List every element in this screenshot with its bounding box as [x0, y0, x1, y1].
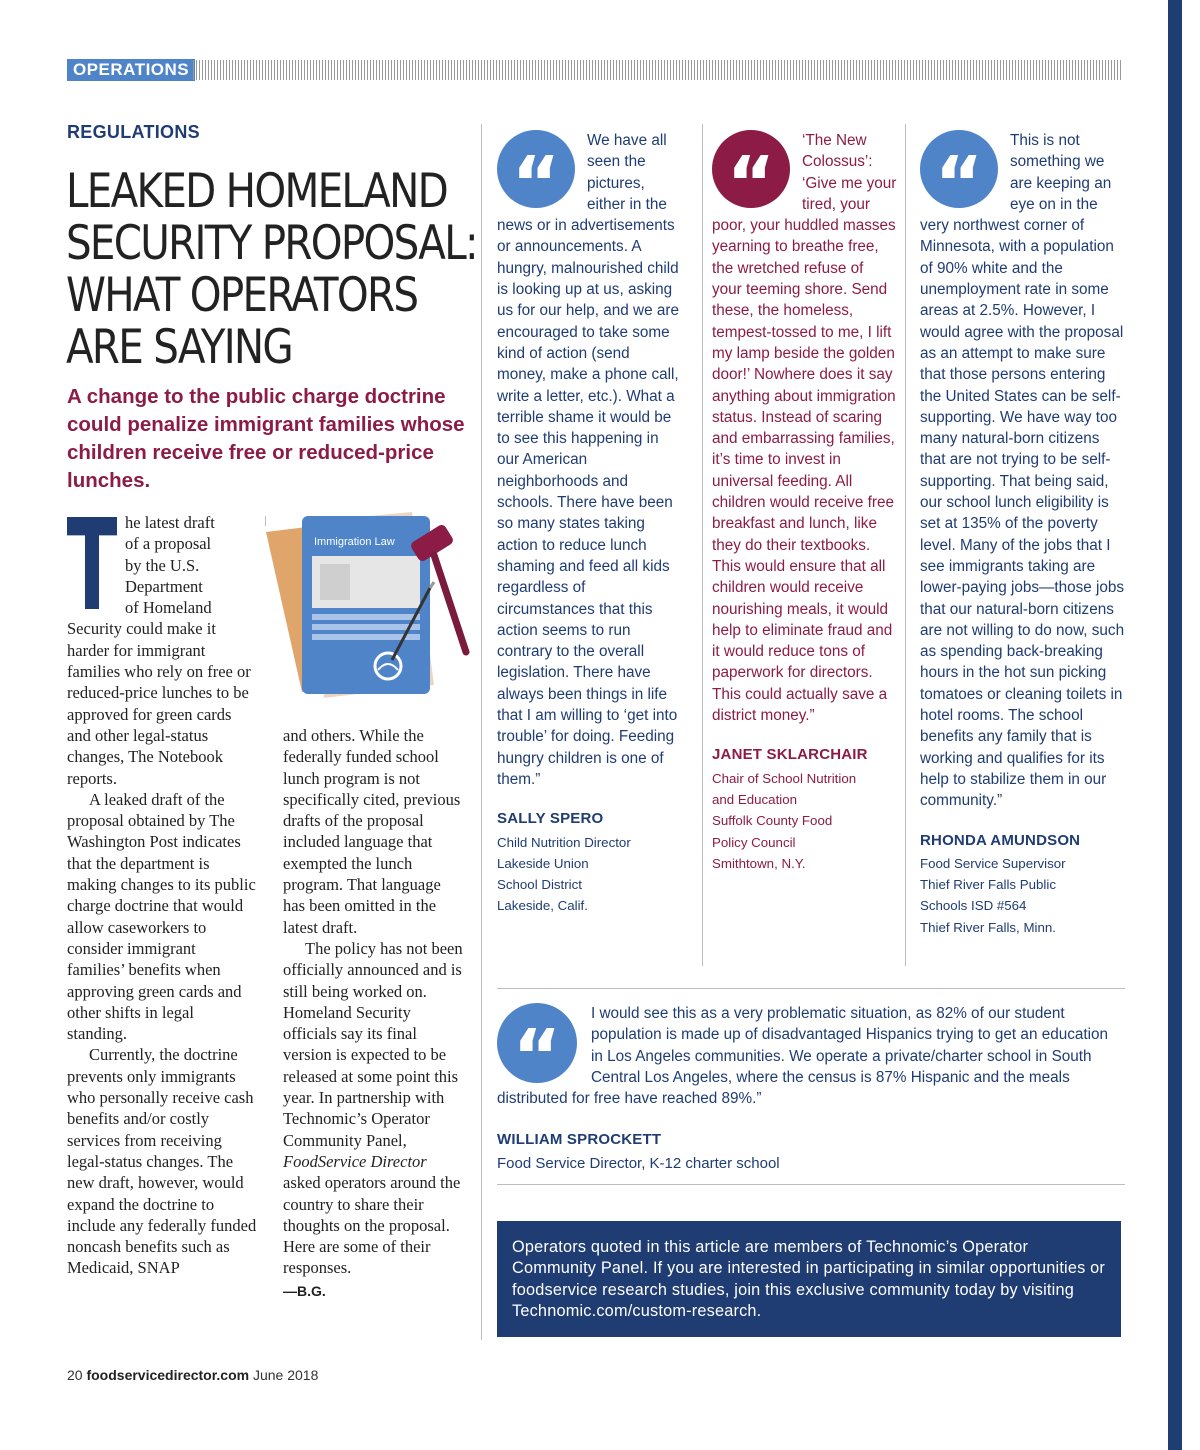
page-edge-bar [1168, 0, 1182, 1450]
title-line: School District [497, 877, 582, 893]
quote-sally-spero [497, 130, 682, 917]
book-line [312, 624, 420, 630]
quote-text: in the news or in advertisements or announcements. A hungry, malnourished child is looking up at us, asking us for our help, and we are encouraged to take some kind of action (send money, make a phone call, write a letter, etc.). What a terrible shame it would be to see this happening in our American neighborhoods and schools. There have been so many states taking action to reduce lunch shaming and feed all kids regardless of circumstances that this action seems to run contrary to the overall legislation. There have always been things in life that I am willing to ‘get into trouble’ for doing. Feeding hungry children is one of them.” [497, 195, 679, 788]
quote-lead: ‘The New Colossus’: ‘Give me your [802, 132, 897, 192]
title-line: Lakeside, Calif. [497, 898, 588, 914]
quote-lead: We have all seen the pictures, either [587, 132, 667, 213]
headline [66, 164, 477, 375]
dropcap-line: he latest draft [125, 513, 215, 532]
section-tag: OPERATIONS [67, 59, 195, 81]
quote-author-title [712, 768, 897, 874]
quote-author-name: JANET SKLARCHAIR [712, 746, 868, 764]
quote-william-sprockett [497, 1003, 1117, 1174]
article-paragraph [67, 512, 257, 789]
title-line: Food Service Supervisor [920, 855, 1066, 871]
paragraph-text: asked operators around the country to share their thoughts on the proposal. Here are some of their responses. [283, 1173, 461, 1278]
title-line: Smithtown, N.Y. [712, 855, 806, 871]
immigration-law-illustration [262, 510, 472, 710]
section-divider [497, 988, 1125, 989]
article-byline: —B.G. [283, 1282, 326, 1299]
kicker: REGULATIONS [67, 122, 200, 142]
article-paragraph: Currently, the doctrine prevents only immigrants who personally receive cash benefits and/or costly services from receiving legal-status changes. The new draft, however, would expand the doctrine to include any federally funded noncash benefits such as Medicaid, SNAP [67, 1045, 257, 1278]
column-rule [905, 124, 906, 966]
title-line: Thief River Falls Public [920, 877, 1056, 893]
publication-name: FoodService Director [283, 1151, 427, 1171]
quote-mark-icon: “ [712, 130, 790, 208]
dropcap-line: of Homeland [125, 598, 212, 618]
quote-text: I would see this as a very problematic situation, as 82% of our student population is made up of disadvantaged Hispanics trying to get an education in Los Angeles communities. We operate a private/charter school in South Central Los Angeles, where the census is 87% Hispanic and the meals distributed for free have reached 89%.” [497, 1005, 1109, 1108]
quote-text: tired, your poor, your huddled masses yearning to breathe free, the wretched refuse of your teeming shore. Send these, the homeless, tempest-tossed to me, I lift my lamp beside the golden door!’ Nowhere does it say anything about immigration status. Instead of scaring and embarrassing families, it’s time to invest in universal feeding. All children would receive free breakfast and lunch, like they do their textbooks. This would ensure that all children would receive nourishing meals, it would help to eliminate fraud and it would reduce tons of paperwork for directors. This could actually save a district money.” [712, 195, 896, 725]
title-line: Chair of School Nutrition [712, 770, 857, 786]
dropcap-line: Department [125, 576, 203, 596]
dek: A change to the public charge doctrine could penalize immigrant families whose children receive free or reduced-price lunches. [67, 385, 465, 492]
article-column-1 [67, 512, 257, 1279]
paragraph-text: The policy has not been officially announced and is still being worked on. Homeland Security officials say its final version is expected to be released at some point this year. In partnership with Technomic’s Operator Community Panel, [283, 938, 463, 1150]
quote-text: the very northwest corner of Minnesota, with a population of 90% white and the unemployment rate in some areas at 2.5%. However, I would agree with the proposal as an attempt to make sure that those persons entering the United States can be self-supporting. We have way too many natural-born citizens that are not trying to be self-supporting. That being said, our school lunch eligibility is set at 135% of the poverty level. Many of the jobs that I see immigrants taking are lower-paying jobs—those jobs that our natural-born citizens are not willing to do now, such as spending back-breaking hours in the hot sun picking tomatoes or cleaning toilets in hotel rooms. The school benefits any family that is working and qualifies for its help to stabilize them in our community.” [920, 195, 1125, 810]
book-line [312, 614, 420, 620]
column-rule [702, 124, 703, 966]
title-line: Thief River Falls, Minn. [920, 919, 1056, 935]
quote-mark-icon: “ [497, 130, 575, 208]
section-divider [497, 1184, 1125, 1185]
quote-author-title: Food Service Director, K-12 charter school [497, 1154, 780, 1172]
quote-mark-icon: “ [497, 1003, 577, 1083]
article-paragraph: and others. While the federally funded school lunch program is not specifically cited, previous drafts of the proposal included language that exempted the lunch program. That language has been omitted in the latest draft. [283, 726, 461, 937]
quote-lead: This is not something we are keeping an eye on in [1010, 132, 1112, 213]
site-name: foodservicedirector.com [86, 1367, 250, 1383]
quote-author-title [920, 853, 1125, 938]
headline-line: LEAKED HOMELAND [66, 164, 448, 219]
headline-line: SECURITY PROPOSAL: [66, 216, 477, 271]
article-column-2 [283, 725, 463, 1302]
quote-author-name: SALLY SPERO [497, 810, 604, 828]
page-folio [67, 1367, 318, 1383]
title-line: Lakeside Union [497, 855, 589, 871]
quote-mark-icon: “ [920, 130, 998, 208]
title-line: Child Nutrition Director [497, 834, 631, 850]
quote-author-name: WILLIAM SPROCKETT [497, 1131, 662, 1149]
quote-author-name: RHONDA AMUNDSON [920, 831, 1081, 849]
quote-author-title [497, 832, 682, 917]
dropcap-line: by the U.S. [125, 555, 200, 575]
issue-date: June 2018 [252, 1367, 319, 1383]
title-line: Suffolk County Food [712, 813, 833, 829]
panel-callout-box: Operators quoted in this article are members of Technomic’s Operator Community Panel. If you are interested in participating in similar opportunities or foodservice research studies, join this exclusive community today by visiting Technomic.com/custom-research. [497, 1221, 1121, 1337]
quote-rhonda-amundson [920, 130, 1125, 938]
title-line: Schools ISD #564 [920, 898, 1027, 914]
article-paragraph [283, 938, 463, 1279]
book-title-text: Immigration Law [314, 536, 395, 548]
paragraph-text: Security could make it harder for immigrant families who rely on free or reduced-price lunches to be approved for green cards and other legal-status changes, The Notebook reports. [67, 619, 251, 788]
page-number: 20 [67, 1367, 83, 1383]
book-photo-inner [320, 564, 350, 600]
headline-line: ARE SAYING [66, 320, 293, 375]
title-line: Policy Council [712, 834, 796, 850]
dropcap-line: of a proposal [125, 534, 212, 554]
section-rule-hatch [193, 60, 1122, 80]
gavel-handle-icon [434, 555, 466, 652]
headline-line: WHAT OPERATORS [66, 268, 418, 323]
column-rule [481, 124, 482, 1340]
quote-janet-sklarchair [712, 130, 897, 874]
article-paragraph: A leaked draft of the proposal obtained by The Washington Post indicates that the department is making changes to its public charge doctrine that would allow caseworkers to consider immigrant families’ benefits when approving green cards and other shifts in legal standing. [67, 789, 256, 1044]
title-line: and Education [712, 791, 798, 807]
